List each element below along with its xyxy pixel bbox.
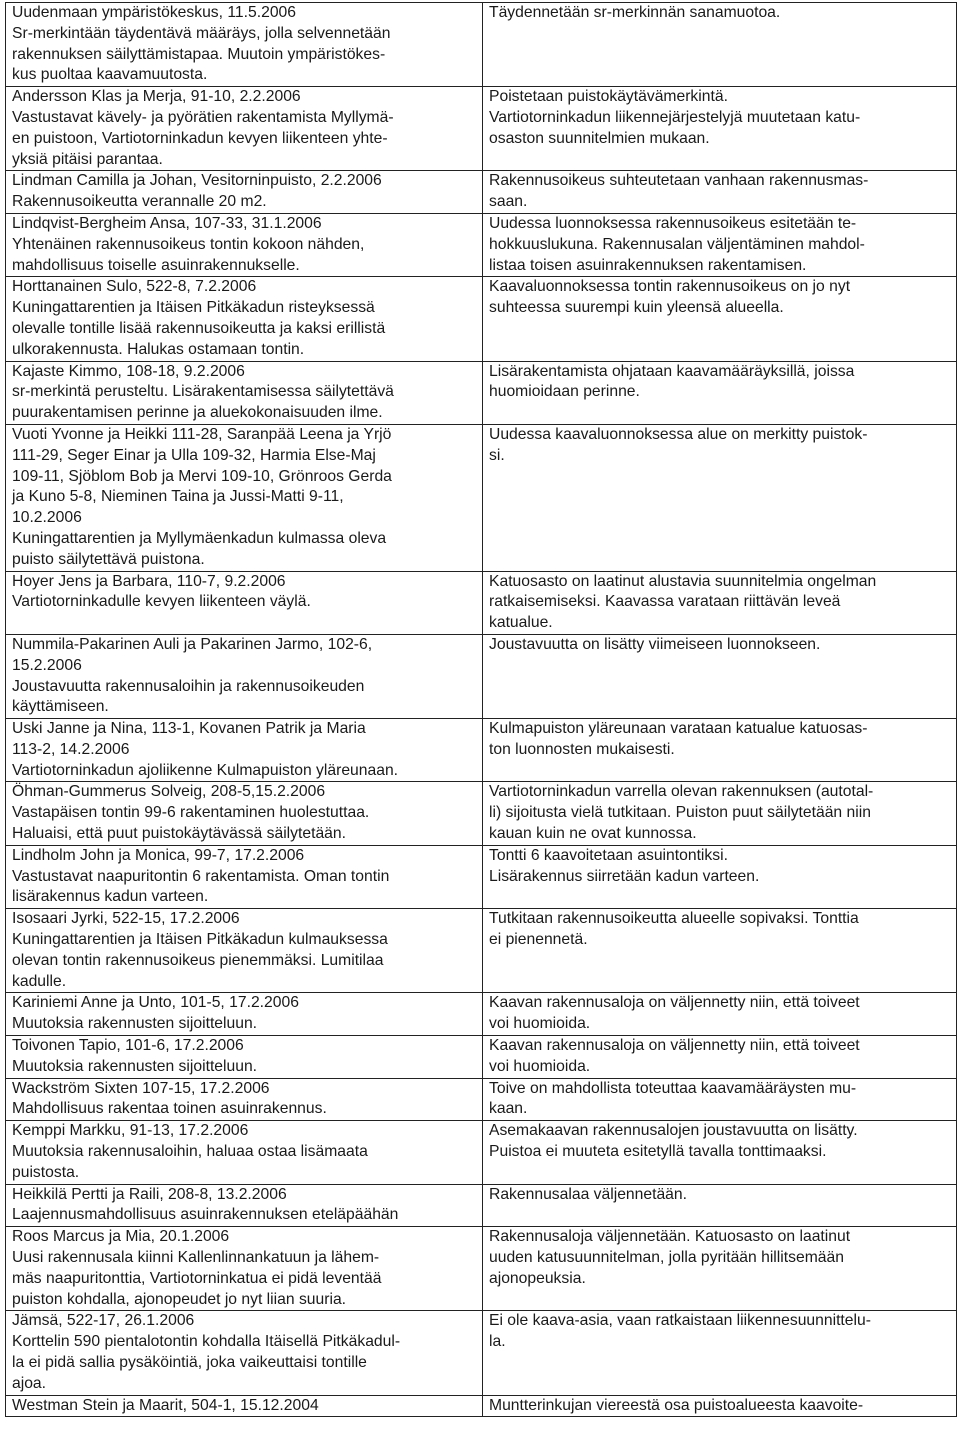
table-row [6,571,957,634]
table-row [6,993,957,1036]
statement-cell: Horttanainen Sulo, 522-8, 7.2.2006 Kuningattarentien ja Itäisen Pitkäkadun risteyksessä olevalle tontille lisää rakennusoikeutta ja kaksi erillistä ulkorakennusta. Halukas ostamaan tontin. [6,277,483,361]
statement-cell: Kariniemi Anne ja Unto, 101-5, 17.2.2006 Muutoksia rakennusten sijoitteluun. [6,993,483,1036]
table-row [6,909,957,993]
response-cell: Vartiotorninkadun varrella olevan rakennuksen (autotal- li) sijoitusta vielä tutkitaan. Puiston puut säilytetään niin kauan kuin ne ovat kunnossa. [483,782,957,845]
response-cell: Joustavuutta on lisätty viimeiseen luonnokseen. [483,634,957,718]
statement-cell: Isosaari Jyrki, 522-15, 17.2.2006 Kuningattarentien ja Itäisen Pitkäkadun kulmauksessa olevan tontin rakennusoikeus pienemmäksi. Lumitilaa kadulle. [6,909,483,993]
statement-cell: Jämsä, 522-17, 26.1.2006 Korttelin 590 pientalotontin kohdalla Itäisellä Pitkäkadul- la ei pidä sallia pysäköintiä, joka vaikeuttaisi tontille ajoa. [6,1311,483,1395]
response-cell: Uudessa luonnoksessa rakennusoikeus esitetään te- hokkuuslukuna. Rakennusalan väljentäminen mahdol- listaa toisen asuinrakennuksen rakentamisen. [483,213,957,276]
statement-cell: Lindqvist-Bergheim Ansa, 107-33, 31.1.2006 Yhtenäinen rakennusoikeus tontin kokoon nähden, mahdollisuus toiselle asuinrakennukselle. [6,213,483,276]
statement-cell: Öhman-Gummerus Solveig, 208-5,15.2.2006 Vastapäisen tontin 99-6 rakentaminen huolestuttaa. Haluaisi, että puut puistokäytävässä säilytetään. [6,782,483,845]
response-cell: Poistetaan puistokäytävämerkintä. Vartiotorninkadun liikennejärjestelyjä muutetaan katu- osaston suunnitelmien mukaan. [483,87,957,171]
response-cell: Asemakaavan rakennusalojen joustavuutta on lisätty. Puistoa ei muuteta esitetyllä tavalla tonttimaaksi. [483,1121,957,1184]
statements-table [5,2,957,1417]
statements-table-body [6,3,957,1417]
response-cell: Uudessa kaavaluonnoksessa alue on merkitty puistok- si. [483,424,957,571]
table-row [6,1311,957,1395]
statement-cell: Westman Stein ja Maarit, 504-1, 15.12.2004 [6,1395,483,1417]
statement-cell: Wackström Sixten 107-15, 17.2.2006 Mahdollisuus rakentaa toinen asuinrakennus. [6,1078,483,1121]
table-row [6,3,957,87]
statement-cell: Uudenmaan ympäristökeskus, 11.5.2006 Sr-merkintään täydentävä määräys, jolla selvennetään rakennuksen säilyttämistapaa. Muutoin ympäristökes- kus puoltaa kaavamuutosta. [6,3,483,87]
table-row [6,845,957,908]
table-row [6,277,957,361]
statement-cell: Kajaste Kimmo, 108-18, 9.2.2006 sr-merkintä perusteltu. Lisärakentamisessa säilytettävä puurakentamisen perinne ja aluekokonaisuuden ilme. [6,361,483,424]
statement-cell: Lindholm John ja Monica, 99-7, 17.2.2006 Vastustavat naapuritontin 6 rakentamista. Oman tontin lisärakennus kadun varteen. [6,845,483,908]
response-cell: Täydennetään sr-merkinnän sanamuotoa. [483,3,957,87]
statement-cell: Heikkilä Pertti ja Raili, 208-8, 13.2.2006 Laajennusmahdollisuus asuinrakennuksen eteläpäähän [6,1184,483,1227]
table-row [6,634,957,718]
response-cell: Rakennusalaa väljennetään. [483,1184,957,1227]
statement-cell: Kemppi Markku, 91-13, 17.2.2006 Muutoksia rakennusaloihin, haluaa ostaa lisämaata puistosta. [6,1121,483,1184]
statement-cell: Nummila-Pakarinen Auli ja Pakarinen Jarmo, 102-6, 15.2.2006 Joustavuutta rakennusaloihin ja rakennusoikeuden käyttämiseen. [6,634,483,718]
table-row [6,782,957,845]
table-row [6,719,957,782]
response-cell: Kaavaluonnoksessa tontin rakennusoikeus on jo nyt suhteessa suurempi kuin yleensä alueella. [483,277,957,361]
response-cell: Ei ole kaava-asia, vaan ratkaistaan liikennesuunnittelu- la. [483,1311,957,1395]
statement-cell: Toivonen Tapio, 101-6, 17.2.2006 Muutoksia rakennusten sijoitteluun. [6,1036,483,1079]
table-row [6,1078,957,1121]
response-cell: Lisärakentamista ohjataan kaavamääräyksillä, joissa huomioidaan perinne. [483,361,957,424]
response-cell: Kaavan rakennusaloja on väljennetty niin, että toiveet voi huomioida. [483,1036,957,1079]
table-row [6,1227,957,1311]
table-row [6,1184,957,1227]
response-cell: Kaavan rakennusaloja on väljennetty niin, että toiveet voi huomioida. [483,993,957,1036]
table-row [6,424,957,571]
response-cell: Muntterinkujan viereestä osa puistoalueesta kaavoite- [483,1395,957,1417]
table-row [6,1121,957,1184]
table-row [6,87,957,171]
statement-cell: Hoyer Jens ja Barbara, 110-7, 9.2.2006 Vartiotorninkadulle kevyen liikenteen väylä. [6,571,483,634]
response-cell: Toive on mahdollista toteuttaa kaavamääräysten mu- kaan. [483,1078,957,1121]
statement-cell: Lindman Camilla ja Johan, Vesitorninpuisto, 2.2.2006 Rakennusoikeutta verannalle 20 m2. [6,171,483,214]
statement-cell: Vuoti Yvonne ja Heikki 111-28, Saranpää Leena ja Yrjö 111-29, Seger Einar ja Ulla 109-32, Harmia Else-Maj 109-11, Sjöblom Bob ja Mervi 109-10, Grönroos Gerda ja Kuno 5-8, Nieminen Taina ja Jussi-Matti 9-11, 10.2.2006 Kuningattarentien ja Myllymäenkadun kulmassa oleva puisto säilytettävä puistona. [6,424,483,571]
response-cell: Tontti 6 kaavoitetaan asuintontiksi. Lisärakennus siirretään kadun varteen. [483,845,957,908]
response-cell: Tutkitaan rakennusoikeutta alueelle sopivaksi. Tonttia ei pienennetä. [483,909,957,993]
table-row [6,1036,957,1079]
table-row [6,1395,957,1417]
statement-cell: Uski Janne ja Nina, 113-1, Kovanen Patrik ja Maria 113-2, 14.2.2006 Vartiotorninkadun ajoliikenne Kulmapuiston yläreunaan. [6,719,483,782]
response-cell: Rakennusaloja väljennetään. Katuosasto on laatinut uuden katusuunnitelman, jolla pyritään hillitsemään ajonopeuksia. [483,1227,957,1311]
statement-cell: Roos Marcus ja Mia, 20.1.2006 Uusi rakennusala kiinni Kallenlinnankatuun ja lähem- mäs naapuritonttia, Vartiotorninkatua ei pidä leventää puiston kohdalla, ajonopeudet jo nyt liian suuria. [6,1227,483,1311]
response-cell: Katuosasto on laatinut alustavia suunnitelmia ongelman ratkaisemiseksi. Kaavassa varataan riittävän leveä katualue. [483,571,957,634]
table-row [6,171,957,214]
table-row [6,213,957,276]
table-row [6,361,957,424]
response-cell: Rakennusoikeus suhteutetaan vanhaan rakennusmas- saan. [483,171,957,214]
response-cell: Kulmapuiston yläreunaan varataan katualue katuosas- ton luonnosten mukaisesti. [483,719,957,782]
statement-cell: Andersson Klas ja Merja, 91-10, 2.2.2006 Vastustavat kävely- ja pyörätien rakentamista Myllymä- en puistoon, Vartiotorninkadun kevyen liikenteen yhte- yksiä pitäisi parantaa. [6,87,483,171]
